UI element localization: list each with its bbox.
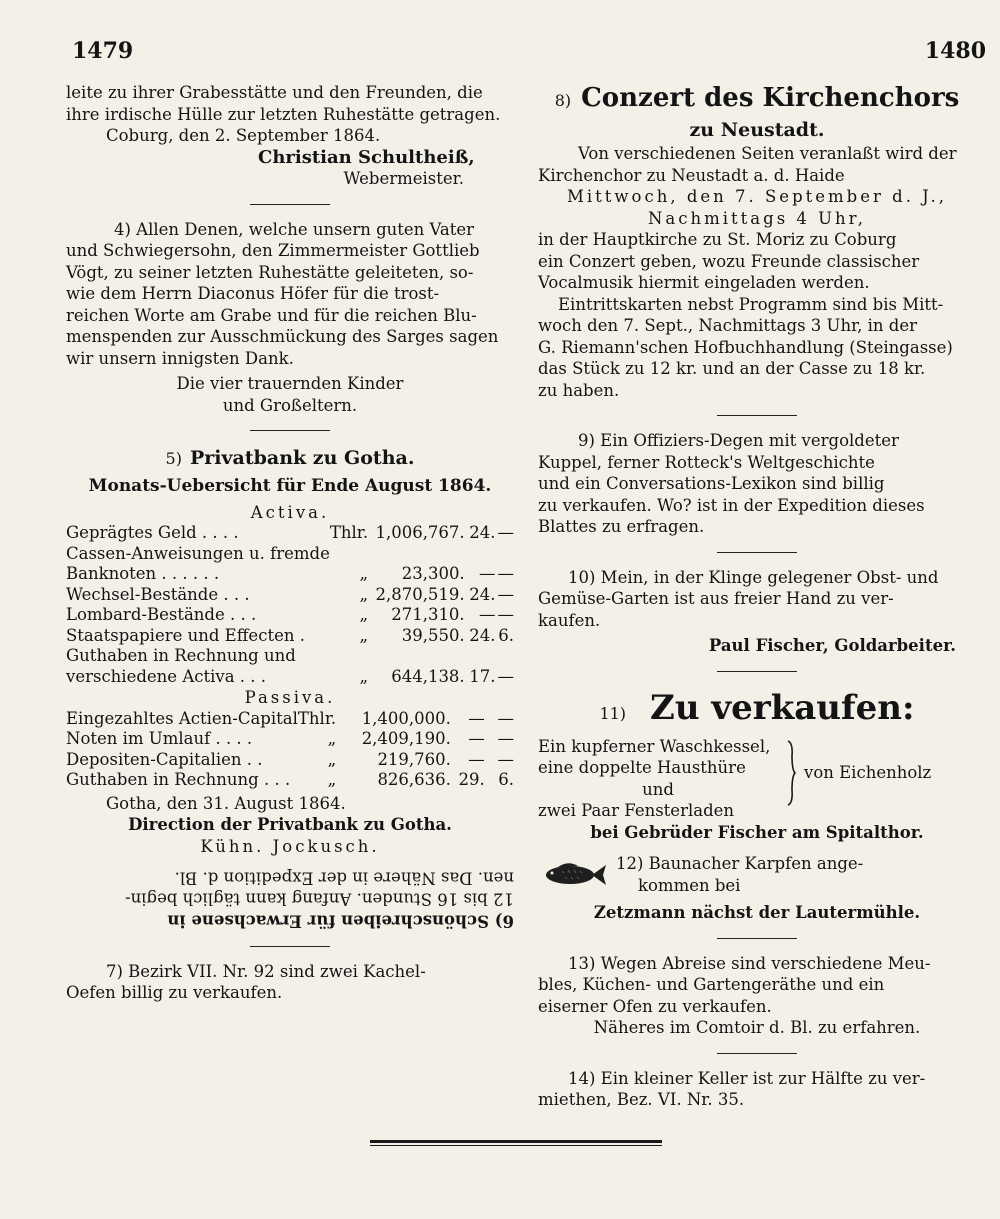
ledger-amount: 826,636.	[377, 770, 451, 789]
text-line: Vocalmusik hiermit eingeladen werden.	[538, 273, 870, 292]
notice-14	[538, 1068, 976, 1111]
text-line: kaufen.	[538, 610, 601, 630]
divider	[717, 415, 797, 416]
text-line: Vögt, zu seiner letzten Ruhestätte geleiteten, so-	[66, 262, 474, 282]
ledger-label: Guthaben in Rechnung . . .	[66, 770, 291, 789]
ledger-label: Eingezahltes Actien-Capital	[66, 708, 298, 728]
sale-item: zwei Paar Fensterladen	[538, 801, 735, 820]
text-line: wie dem Herrn Diaconus Höfer für die trost-	[66, 284, 440, 303]
text-line: in der Hauptkirche zu St. Moriz zu Coburg	[538, 230, 897, 249]
ledger-label: Noten im Umlauf . . . .	[66, 729, 253, 748]
ledger-pfennig: —	[497, 564, 514, 583]
ledger-currency: „	[327, 770, 337, 789]
ledger-pfennig: —	[497, 749, 514, 769]
text-line: Eintrittskarten nebst Programm sind bis Mitt-	[558, 294, 944, 314]
text-line: bles, Küchen- und Gartengeräthe und ein	[538, 975, 885, 994]
ledger-groschen: —	[468, 708, 485, 728]
sale-item: eine doppelte Hausthüre	[538, 758, 746, 777]
left-column	[66, 82, 514, 1004]
brace-icon	[786, 740, 796, 806]
ledger-row	[66, 729, 514, 750]
ledger-row	[66, 750, 514, 771]
text-line: eiserner Ofen zu verkaufen.	[538, 996, 772, 1016]
notice-number: 5)	[165, 449, 182, 468]
ledger-label: Depositen-Capitalien . .	[66, 749, 263, 769]
ledger-label: Banknoten . . . . . .	[66, 564, 220, 583]
ledger-row	[66, 585, 514, 606]
ledger-currency	[330, 646, 372, 667]
notice-10	[538, 567, 976, 657]
ledger-pfennig: 6.	[498, 625, 514, 645]
text-line: nen. Das Nähere in der Expedition d. Bl.	[174, 868, 514, 888]
text-line: leite zu ihrer Grabesstätte und den Freunden, die	[66, 83, 483, 102]
text-line: Gemüse-Garten ist aus freier Hand zu ver-	[538, 589, 894, 608]
notice-number: 11)	[599, 703, 627, 723]
notice-6-upside-down	[66, 867, 514, 932]
ledger-amount: 1,400,000.	[361, 708, 451, 728]
ledger-groschen: —	[478, 564, 496, 583]
brace-note: von Eichenholz	[804, 762, 932, 782]
bank-title-text: Privatbank zu Gotha.	[189, 447, 415, 469]
ledger-row	[66, 626, 514, 647]
closing-rule	[370, 1140, 662, 1143]
ledger-amount: 644,138.	[391, 666, 465, 686]
ledger-groschen: 24.	[469, 523, 496, 542]
ledger-groschen: —	[468, 729, 485, 748]
text-line: 12 bis 16 Stunden. Anfang kann täglich begin-	[125, 890, 514, 909]
text-line: das Stück zu 12 kr. und an der Casse zu 18 kr.	[538, 359, 926, 378]
notice-signer: Paul Fischer, Goldarbeiter.	[708, 636, 956, 655]
ledger-pfennig: —	[497, 584, 514, 604]
sale-item: Ein kupferner Waschkessel,	[538, 736, 771, 756]
bank-date: Gotha, den 31. August 1864.	[106, 793, 346, 813]
notice-seller: Zetzmann nächst der Lautermühle.	[593, 903, 921, 922]
notice-9	[538, 430, 976, 538]
text-line: ihre irdische Hülle zur letzten Ruhestätte getragen.	[66, 104, 501, 124]
text-line: zu verkaufen. Wo? ist in der Expedition dieses	[538, 495, 925, 515]
ledger-row	[66, 770, 514, 791]
activa-heading: Activa.	[250, 502, 330, 522]
text-line: 12) Baunacher Karpfen ange-	[616, 854, 864, 873]
ledger-currency: „	[327, 729, 337, 748]
ledger-label: Staatspapiere und Effecten .	[66, 625, 305, 645]
ledger-groschen: 17.	[469, 666, 496, 686]
ledger-currency: „	[327, 749, 337, 769]
ledger-pfennig: 6.	[498, 770, 514, 789]
divider	[717, 1053, 797, 1054]
ledger-row	[66, 709, 514, 730]
fish-icon	[538, 860, 608, 890]
notice-13	[538, 953, 976, 1039]
concert-subtitle: zu Neustadt.	[689, 119, 825, 141]
text-line: 6) Schönschreiben für Erwachsene in	[167, 911, 514, 931]
ledger-pfennig	[495, 544, 514, 565]
concert-date: Mittwoch, den 7. September d. J.,	[566, 187, 948, 206]
sale-title	[538, 686, 976, 736]
notice-info: Näheres im Comtoir d. Bl. zu erfahren.	[593, 1018, 921, 1037]
ledger-groschen	[465, 544, 496, 565]
sale-seller: bei Gebrüder Fischer am Spitalthor.	[590, 822, 924, 842]
notice-closing: Die vier trauernden Kinder	[176, 374, 404, 393]
ledger-pfennig: —	[497, 605, 514, 624]
text-line: Kirchenchor zu Neustadt a. d. Haide	[538, 165, 845, 185]
closing-rule-thin	[370, 1145, 662, 1146]
text-line: 10) Mein, in der Klinge gelegener Obst- und	[568, 567, 939, 587]
divider	[250, 430, 330, 431]
ledger-row	[66, 667, 514, 688]
divider	[717, 671, 797, 672]
passiva-heading: Passiva.	[244, 688, 336, 707]
text-line: Blattes zu erfragen.	[538, 517, 705, 536]
ledger-label: verschiedene Activa . . .	[66, 666, 267, 686]
bank-direction: Direction der Privatbank zu Gotha.	[128, 815, 452, 834]
text-line: Oefen billig zu verkaufen.	[66, 983, 283, 1002]
ledger-row	[66, 564, 514, 585]
right-column	[538, 82, 976, 1111]
notice-closing: und Großeltern.	[222, 395, 358, 415]
ledger-label: Wechsel-Bestände . . .	[66, 584, 250, 604]
notice-signer: Christian Schultheiß,	[258, 146, 475, 168]
divider	[250, 946, 330, 947]
ledger-currency: „	[359, 666, 369, 686]
bank-title	[66, 445, 514, 472]
page-number-right: 1480	[924, 38, 986, 64]
text-line: miethen, Bez. VI. Nr. 35.	[538, 1090, 745, 1109]
ledger-amount: 23,300.	[401, 564, 465, 583]
ledger-groschen: —	[478, 605, 496, 624]
text-line: 14) Ein kleiner Keller ist zur Hälfte zu ver-	[568, 1068, 926, 1088]
ledger-row	[66, 605, 514, 626]
ledger-groschen: —	[468, 749, 485, 769]
ledger-amount	[372, 544, 465, 565]
text-line: 13) Wegen Abreise sind verschiedene Meu-	[568, 953, 931, 973]
concert-title-text: Conzert des Kirchenchors	[581, 83, 960, 113]
ledger-amount	[372, 646, 465, 667]
ledger-row	[66, 646, 514, 667]
divider	[717, 938, 797, 939]
bank-subtitle: Monats-Uebersicht für Ende August 1864.	[88, 476, 492, 496]
ledger-groschen: 24.	[469, 584, 496, 604]
text-line: wir unsern innigsten Dank.	[66, 348, 294, 368]
notice-11	[538, 686, 976, 844]
ledger-currency: „	[359, 625, 369, 645]
page-number-left: 1479	[72, 38, 134, 64]
ledger-currency: „	[359, 605, 369, 624]
notice-date: Coburg, den 2. September 1864.	[106, 126, 381, 145]
notice-12	[538, 853, 976, 924]
notice-number: 8)	[554, 91, 572, 110]
divider	[717, 552, 797, 553]
ledger-label: Guthaben in Rechnung und	[66, 646, 296, 665]
bank-names: Kühn. Jockusch.	[200, 836, 380, 856]
ledger-pfennig: —	[497, 729, 514, 748]
text-line: Von verschiedenen Seiten veranlaßt wird der	[578, 144, 957, 163]
notice-5	[66, 445, 514, 857]
text-line: woch den 7. Sept., Nachmittags 3 Uhr, in der	[538, 316, 917, 335]
ledger-amount: 2,409,190.	[361, 729, 451, 748]
notice-4	[66, 219, 514, 417]
notice-7	[66, 961, 514, 1004]
text-line: 9) Ein Offiziers-Degen mit vergoldeter	[578, 431, 899, 450]
notice-signer-title: Webermeister.	[343, 169, 464, 188]
ledger-currency: „	[359, 584, 369, 604]
notice-3	[66, 82, 514, 190]
ledger-currency: Thlr.	[329, 523, 369, 542]
sale-title-text: Zu verkaufen:	[650, 687, 915, 728]
ledger-amount: 219,760.	[377, 749, 451, 769]
ledger-label: Geprägtes Geld . . . .	[66, 523, 239, 542]
ledger-pfennig: —	[497, 708, 514, 728]
text-line: und ein Conversations-Lexikon sind billig	[538, 474, 885, 493]
ledger-row	[66, 544, 514, 565]
text-line: reichen Worte am Grabe und für die reichen Blu-	[66, 305, 477, 325]
text-line: kommen bei	[638, 875, 741, 895]
ledger-groschen: 24.	[469, 625, 496, 645]
text-line: G. Riemann'schen Hofbuchhandlung (Steingasse)	[538, 337, 953, 357]
ledger-pfennig: —	[497, 523, 514, 542]
ledger-amount: 271,310.	[391, 605, 465, 624]
ledger-amount: 1,006,767.	[375, 523, 465, 542]
text-line: Kuppel, ferner Rotteck's Weltgeschichte	[538, 452, 875, 472]
text-line: ein Conzert geben, wozu Freunde classischer	[538, 251, 920, 271]
text-line: zu haben.	[538, 380, 620, 400]
sale-item: und	[642, 779, 674, 799]
sale-items	[538, 736, 976, 822]
ledger-pfennig: —	[497, 666, 514, 686]
ledger-groschen	[465, 646, 496, 667]
ledger-pfennig	[495, 646, 514, 667]
notice-8	[538, 82, 976, 401]
ledger-amount: 39,550.	[401, 625, 465, 645]
ledger-label: Lombard-Bestände . . .	[66, 605, 257, 624]
passiva-table	[66, 709, 514, 791]
ledger-amount: 2,870,519.	[375, 584, 465, 604]
ledger-row	[66, 523, 514, 544]
text-line: und Schwiegersohn, den Zimmermeister Gottlieb	[66, 241, 480, 260]
text-line: menspenden zur Ausschmückung des Sarges sagen	[66, 327, 499, 346]
concert-time: Nachmittags 4 Uhr,	[647, 208, 867, 228]
ledger-currency: Thlr.	[297, 708, 337, 728]
text-line: 7) Bezirk VII. Nr. 92 sind zwei Kachel-	[106, 961, 426, 981]
ledger-label: Cassen-Anweisungen u. fremde	[66, 543, 330, 563]
divider	[250, 204, 330, 205]
ledger-groschen: 29.	[458, 770, 485, 789]
activa-table	[66, 523, 514, 687]
ledger-currency: „	[359, 564, 369, 583]
text-line: 4) Allen Denen, welche unsern guten Vater	[114, 219, 475, 239]
ledger-currency	[330, 544, 372, 565]
concert-title	[538, 82, 976, 117]
